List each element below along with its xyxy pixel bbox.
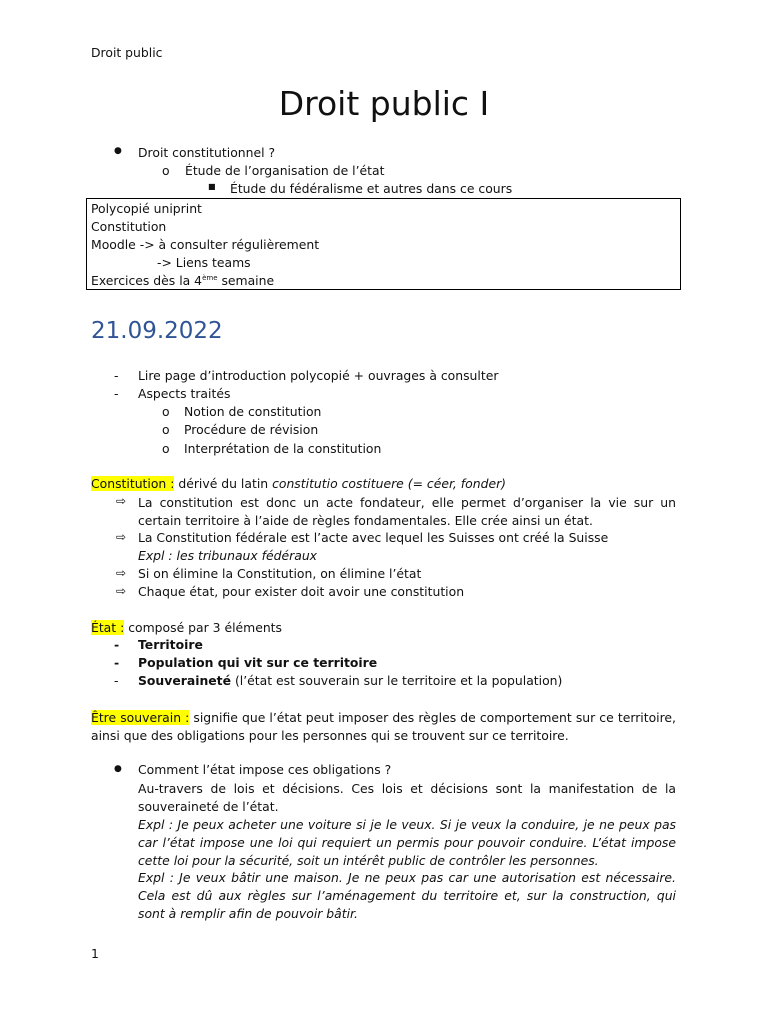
etat-element-1: Territoire [138, 637, 203, 652]
souverain-definition: Être souverain : signifie que l’état peut imposer des règles de comportement sur ce territoire, ainsi que des obligations pour les personnes qui se trouvent sur ce territoire. [91, 710, 676, 743]
obligations-question: Comment l’état impose ces obligations ? [138, 762, 392, 777]
arrow-bullet-icon: ⇨ [116, 584, 127, 598]
etat-term: État : [91, 620, 125, 635]
constitution-term: Constitution : [91, 476, 175, 491]
arrow-bullet-icon: ⇨ [116, 494, 127, 508]
obligations-example-1: Expl : Je peux acheter une voiture si je le veux. Si je veux la conduire, je ne peux pas car l’état impose une loi qui requiert un permis pour pouvoir conduire. L’état impose cette loi pour la sécurité, soit un intérêt public de contrôler les personnes. [138, 817, 676, 868]
box-line-5: Exercices dès la 4ème semaine [91, 273, 275, 288]
box-line-4: -> Liens teams [157, 255, 251, 270]
dash-bullet: - [114, 655, 120, 670]
dash-bullet: - [114, 673, 119, 688]
bullet-dot: ● [114, 764, 122, 774]
sub-task-2: Procédure de révision [184, 422, 319, 437]
dash-bullet: - [114, 637, 120, 652]
box-line-2: Constitution [91, 219, 167, 234]
souverain-term: Être souverain : [91, 710, 190, 725]
obligations-answer: Au-travers de lois et décisions. Ces lois et décisions sont la manifestation de la souveraineté de l’état. [138, 781, 676, 814]
sub-task-1: Notion de constitution [184, 404, 322, 419]
constitution-point-4: Chaque état, pour exister doit avoir une constitution [138, 584, 465, 599]
date-heading: 21.09.2022 [91, 318, 223, 344]
square-bullet: ■ [208, 182, 216, 191]
task-1: Lire page d’introduction polycopié + ouvrages à consulter [138, 368, 499, 383]
outline-item-3: Étude du fédéralisme et autres dans ce cours [230, 181, 513, 196]
box-line-3: Moodle -> à consulter régulièrement [91, 237, 320, 252]
constitution-point-3: Si on élimine la Constitution, on élimine l’état [138, 566, 422, 581]
page-title: Droit public I [278, 84, 490, 123]
sub-bullet-o: o [162, 441, 170, 456]
constitution-point-1: La constitution est donc un acte fondateur, elle permet d’organiser la vie sur un certain territoire à l’aide de règles fondamentales. Elle crée ainsi un état. [138, 495, 676, 528]
outline-bullet-o: o [162, 163, 170, 178]
dash-bullet: - [114, 386, 119, 401]
etat-definition: État : composé par 3 éléments [91, 620, 282, 635]
arrow-bullet-icon: ⇨ [116, 530, 127, 544]
outline-item-2: Étude de l’organisation de l’état [185, 163, 385, 178]
dash-bullet: - [114, 368, 119, 383]
constitution-definition: Constitution : dérivé du latin constitutio costituere (= céer, fonder) [91, 476, 506, 491]
sub-bullet-o: o [162, 404, 170, 419]
box-line-1: Polycopié uniprint [91, 201, 202, 216]
page-number: 1 [91, 946, 99, 961]
constitution-example: Expl : les tribunaux fédéraux [138, 548, 318, 563]
etat-element-3: Souveraineté (l’état est souverain sur le territoire et la population) [138, 673, 563, 688]
constitution-point-2: La Constitution fédérale est l’acte avec lequel les Suisses ont créé la Suisse [138, 530, 609, 545]
sub-bullet-o: o [162, 422, 170, 437]
page-header: Droit public [91, 45, 163, 60]
arrow-bullet-icon: ⇨ [116, 566, 127, 580]
sub-task-3: Interprétation de la constitution [184, 441, 382, 456]
bullet-dot: ● [114, 146, 122, 156]
etat-element-2: Population qui vit sur ce territoire [138, 655, 378, 670]
outline-item-1: Droit constitutionnel ? [138, 145, 276, 160]
task-2: Aspects traités [138, 386, 231, 401]
obligations-example-2: Expl : Je veux bâtir une maison. Je ne peux pas car une autorisation est nécessaire. Cela est dû aux règles sur l’aménagement du territoire et, sur la construction, qui sont à remplir afin de pouvoir bâtir. [138, 870, 676, 921]
